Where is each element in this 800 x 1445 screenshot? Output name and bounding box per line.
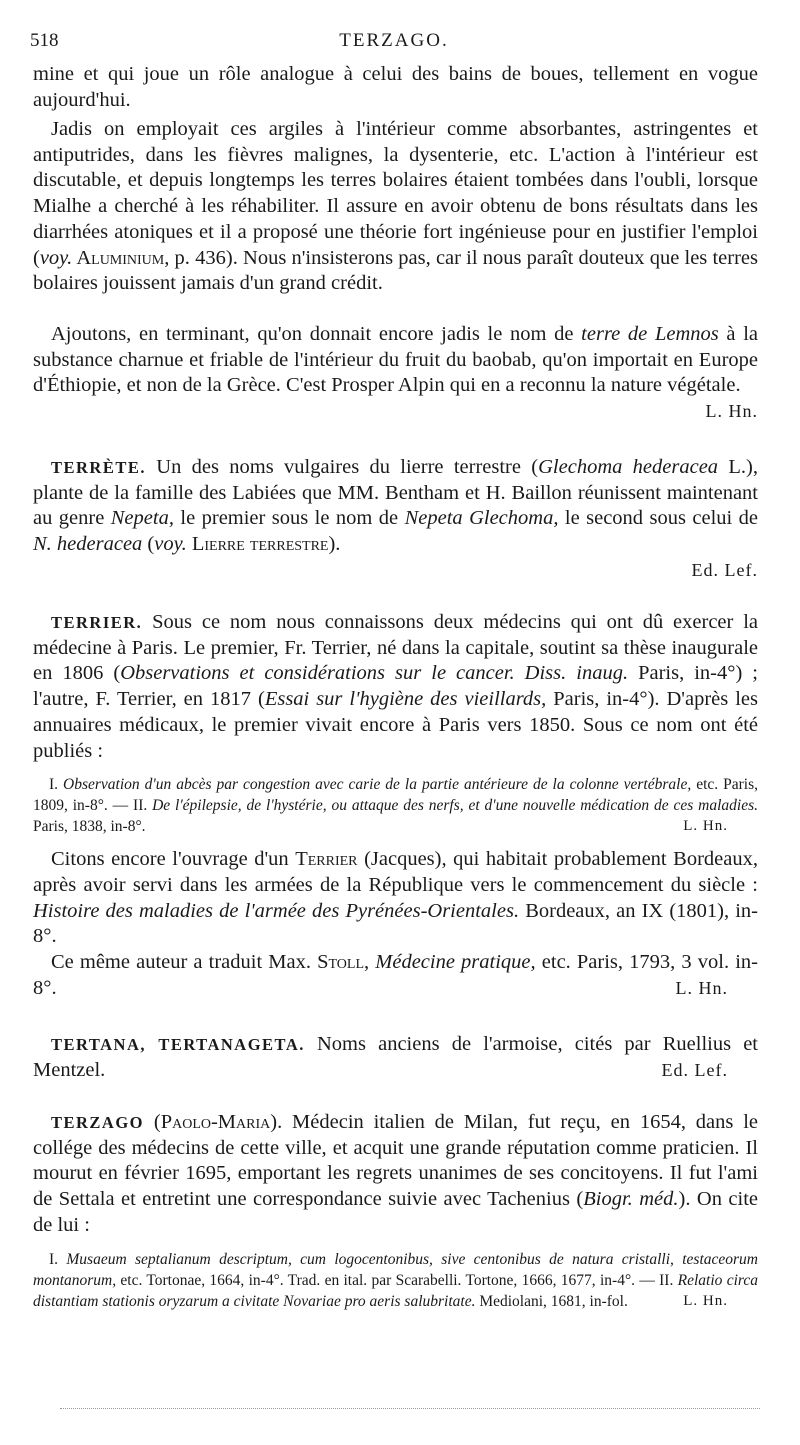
paragraph-2-block xyxy=(33,117,758,297)
signature: Ed. Lef. xyxy=(661,1059,728,1080)
paragraph-3-block xyxy=(33,322,758,425)
signature: L. Hn. xyxy=(683,818,728,835)
running-title: TERZAGO. xyxy=(339,30,449,51)
page-header xyxy=(30,30,758,56)
entry-tertana xyxy=(33,1032,758,1083)
entry-terzago-text: TERZAGO (Paolo-Maria). Médecin italien de Milan, fut reçu, en 1654, dans le collége des médecins de cette ville, et acquit une grande réputation comme praticien. Il mourut en février 1695, emportant les regrets unanimes de ses concitoyens. Il fut l'ami de Settala et entretint une correspondance suivie avec Tachenius (Biogr. méd.). On cite de lui : xyxy=(33,1111,758,1236)
entry-terzago xyxy=(33,1110,758,1312)
entry-terrier xyxy=(33,610,758,1001)
paragraph-stoll: Ce même auteur a traduit Max. Stoll, Médecine pratique, etc. Paris, 1793, 3 vol. in-8°. L. Hn. xyxy=(33,950,758,1001)
entry-terrete-text: TERRÈTE. Un des noms vulgaires du lierre terrestre (Glechoma hederacea L.), plante de la famille des Labiées que MM. Bentham et H. Baillon réunissent maintenant au genre Nepeta, le premier sous le nom de Nepeta Glechoma, le second sous celui de N. hederacea (voy. Lierre terrestre). xyxy=(33,456,758,556)
headword: TERZAGO xyxy=(51,1113,145,1132)
headword: TERTANA, TERTANAGETA. xyxy=(51,1035,305,1054)
paragraph-1: mine et qui joue un rôle analogue à celui des bains de boues, tellement en vogue aujourd'hui. xyxy=(33,63,758,111)
signature: L. Hn. xyxy=(705,401,758,422)
bibliography-terrier: I. Observation d'un abcès par congestion avec carie de la partie antérieure de la colonne vertébrale, etc. Paris, 1809, in-8°. — II. De l'épilepsie, de l'hystérie, ou attaque des nerfs, et d'une nouvelle médication de ces maladies. Paris, 1838, in-8°. L. Hn. xyxy=(33,776,758,836)
entry-terrete xyxy=(33,455,758,581)
paragraph-3: Ajoutons, en terminant, qu'on donnait encore jadis le nom de terre de Lemnos à la substance charnue et friable de l'intérieur du fruit du baobab, qu'on importait en Europe d'Éthiopie, et non de la Grèce. C'est Prosper Alpin qui en a reconnu la nature végétale. L. Hn. xyxy=(33,322,758,399)
entry-tertana-text: TERTANA, TERTANAGETA. Noms anciens de l'armoise, cités par Ruellius et Mentzel. Ed. Lef. xyxy=(33,1032,758,1083)
page-number: 518 xyxy=(30,30,59,51)
signature: L. Hn. xyxy=(683,1292,728,1309)
headword: TERRIER. xyxy=(51,613,143,632)
page-footer-rule xyxy=(60,1408,760,1409)
entry-terrier-text: TERRIER. Sous ce nom nous connaissons deux médecins qui ont dû exercer la médecine à Paris. Le premier, Fr. Terrier, né dans la capitale, soutint sa thèse inaugurale en 1806 (Observations et considérations sur le cancer. Diss. inaug. Paris, in-4°) ; l'autre, F. Terrier, en 1817 (Essai sur l'hygiène des vieillards, Paris, in-4°). D'après les annuaires médicaux, le premier vivait encore à Paris vers 1850. Sous ce nom ont été publiés : xyxy=(33,611,758,762)
paragraph-intro xyxy=(33,62,758,113)
signature: L. Hn. xyxy=(675,977,728,998)
paragraph-2: Jadis on employait ces argiles à l'intérieur comme absorbantes, astringentes et antiputrides, dans les fièvres malignes, la dysenterie, etc. L'action à l'intérieur est discutable, et depuis longtemps les terres bolaires étaient tombées dans l'oubli, lorsque Mialhe a cherché à les réhabiliter. Il assure en avoir obtenu de bons résultats dans les diarrhées atoniques et il a proposé une théorie fort ingénieuse pour en justifier l'emploi (voy. Aluminium, p. 436). Nous n'insisterons pas, car il nous paraît douteux que les terres bolaires jouissent jamais d'un grand crédit. xyxy=(33,118,758,295)
signature: Ed. Lef. xyxy=(691,559,758,580)
paragraph-terrier-jacques: Citons encore l'ouvrage d'un Terrier (Jacques), qui habitait probablement Bordeaux, après avoir servi dans les armées de la République vers le commencement du siècle : Histoire des maladies de l'armée des Pyrénées-Orientales. Bordeaux, an IX (1801), in-8°. xyxy=(33,848,758,948)
bibliography-terzago: I. Musaeum septalianum descriptum, cum logocentonibus, sive centonibus de natura cristalli, testaceorum montanorum, etc. Tortonae, 1664, in-4°. Trad. en ital. par Scarabelli. Tortone, 1666, 1677, in-4°. — II. Relatio circa distantiam stationis oryzarum a civitate Novariae pro aeris salubritate. Mediolani, 1681, in-fol. L. Hn. xyxy=(33,1250,758,1310)
headword: TERRÈTE. xyxy=(51,458,146,477)
